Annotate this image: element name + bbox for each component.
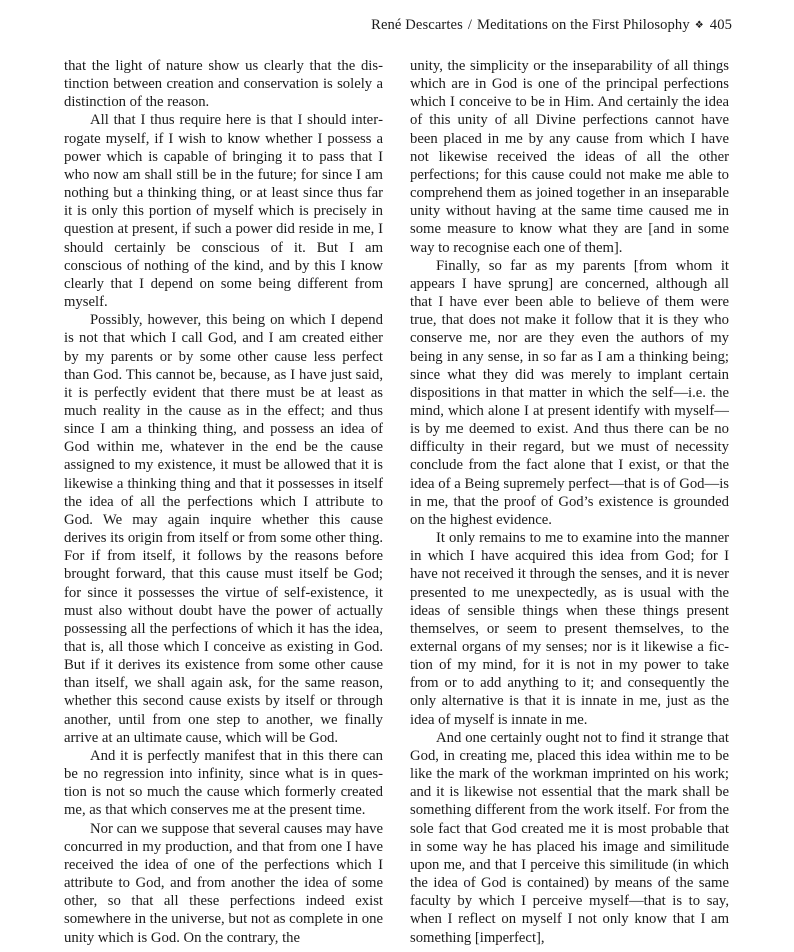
running-header (371, 17, 732, 34)
paragraph: It only remains to me to examine into the manner in which I have acquired this idea from God; for I have not received it through the senses, and it is never presented to me unexpectedly, as is usual with the ideas of sensible things when these things present themselves, or seem to present themselves, to the external organs of my senses; nor is it likewise a fiction of my mind, for it is not in my power to take from or to add anything to it; and consequently the only alternative is that it is innate in me, just as the idea of myself is innate in me. (410, 530, 729, 728)
page-number: 405 (709, 17, 732, 33)
header-separator: / (467, 17, 473, 33)
right-column (410, 57, 729, 947)
header-author: René Descartes (371, 17, 463, 33)
paragraph: Finally, so far as my parents [from whom it appears I have sprung] are concerned, although all that I have ever been able to believe of them were true, that does not make it follow that it is they who conserve me, nor are they even the authors of my being in any sense, in so far as I am a thinking being; since what they did was merely to implant certain dispositions in that matter in which the self—i.e. the mind, which alone I at present identify with myself—is by me deemed to exist. And thus there can be no difficulty in their regard, but we must of necessity conclude from the fact alone that I exist, or that the idea of a Being supremely perfect—that is of God—is in me, that the proof of God’s existence is grounded on the highest evidence. (410, 257, 729, 528)
left-column (64, 57, 383, 947)
header-work-title: Meditations on the First Philosophy (477, 17, 690, 33)
header-ornament-icon: ❖ (694, 20, 704, 31)
paragraph: unity, the simplicity or the inseparability of all things which are in God is one of the principal perfections which I conceive to be in Him. And certainly the idea of this unity of all Divine perfections cannot have been placed in me by any cause from which I have not likewise received the ideas of all the other perfections; for this cause could not make me able to comprehend them as joined together in an inseparable unity without having at the same time caused me in some measure to know what they are [and in some way to recognise each one of them]. (410, 58, 729, 256)
paragraph: And one certainly ought not to find it strange that God, in creating me, placed this idea within me to be like the mark of the workman imprinted on his work; and it is likewise not essential that the mark shall be something different from the work itself. For from the sole fact that God created me it is most probable that in some way he has placed his image and similitude upon me, and that I perceive this similitude (in which the idea of God is contained) by means of the same faculty by which I perceive myself—that is to say, when I reflect on myself I not only know that I am something [imperfect], (410, 729, 729, 946)
paragraph: Nor can we suppose that several causes may have concurred in my production, and that from one I have received the idea of one of the perfections which I attribute to God, and from another the idea of some other, so that all these perfections indeed exist somewhere in the universe, but not as complete in one unity which is God. On the contrary, the (64, 820, 383, 946)
paragraph: that the light of nature show us clearly that the distinction between creation and conservation is solely a distinction of the reason. (64, 58, 383, 111)
paragraph: All that I thus require here is that I should interrogate myself, if I wish to know whether I possess a power which is capable of bringing it to pass that I who now am shall still be in the future; for since I am nothing but a thinking thing, or at least since thus far it is only this portion of myself which is precisely in question at present, if such a power did reside in me, I should certainly be conscious of it. But I am conscious of nothing of the kind, and by this I know clearly that I depend on some being different from myself. (64, 112, 383, 311)
paragraph: Possibly, however, this being on which I depend is not that which I call God, and I am created either by my parents or by some other cause less perfect than God. This cannot be, because, as I have just said, it is perfectly evident that there must be at least as much reality in the cause as in the effect; and thus since I am a thinking thing, and possess an idea of God within me, whatever in the end be the cause assigned to my existence, it must be allowed that it is likewise a thinking thing and that it possesses in itself the idea of all the perfections which I attribute to God. We may again inquire whether this cause derives its origin from itself or from some other thing. For if from itself, it follows by the reasons before brought forward, that this cause must itself be God; for since it possesses the virtue of self-existence, it must also without doubt have the power of actually possessing all the perfections of which it has the idea, that is, all those which I conceive as existing in God. But if it derives its existence from some other cause than itself, we shall again ask, for the same reason, whether this second cause exists by itself or through another, until from one step to another, we finally arrive at an ultimate cause, which will be God. (64, 312, 383, 746)
paragraph: And it is perfectly manifest that in this there can be no regression into infinity, since what is in question is not so much the cause which formerly created me, as that which conserves me at the present time. (64, 747, 383, 819)
